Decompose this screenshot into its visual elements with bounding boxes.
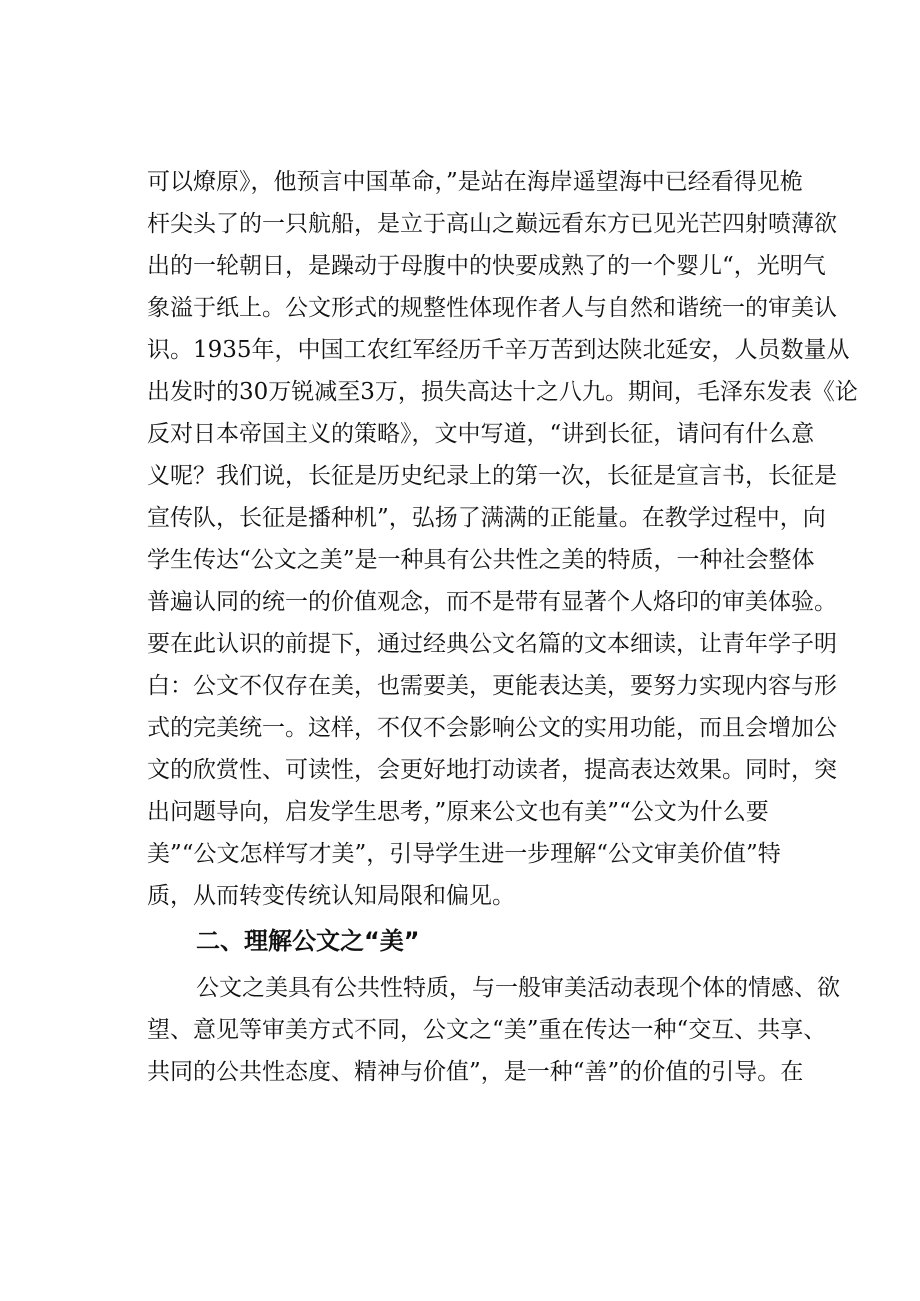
paragraph-line: 要在此认识的前提下，通过经典公文名篇的文本细读，让青年学子明	[147, 631, 837, 657]
paragraph-line: 共同的公共性态度、精神与价值”，是一种“善”的价值的引导。在	[147, 1059, 804, 1085]
section-heading: 二、理解公文之“美”	[196, 927, 420, 955]
paragraph-line: 学生传达“公文之美”是一种具有公共性之美的特质，一种社会整体	[147, 547, 815, 573]
paragraph-line: 望、意见等审美方式不同，公文之“美”重在传达一种“交互、共享、	[147, 1017, 827, 1043]
paragraph-line: 象溢于纸上。公文形式的规整性体现作者人与自然和谐统一的审美认	[147, 295, 837, 321]
paragraph-line: 反对日本帝国主义的策略》，文中写道，“讲到长征，请问有什么意	[147, 421, 815, 447]
paragraph-line: 普遍认同的统一的价值观念，而不是带有显著个人烙印的审美体验。	[147, 589, 837, 615]
paragraph-line: 杆尖头了的一只航船，是立于高山之巅远看东方已见光芒四射喷薄欲	[147, 211, 837, 237]
paragraph-line: 义呢？我们说，长征是历史纪录上的第一次，长征是宣言书，长征是	[147, 463, 837, 489]
paragraph-line: 公文之美具有公共性特质，与一般审美活动表现个体的情感、欲	[196, 975, 840, 1001]
paragraph-line: 文的欣赏性、可读性，会更好地打动读者，提高表达效果。同时，突	[147, 757, 837, 783]
paragraph-line: 出问题导向，启发学生思考，”原来公文也有美”“公文为什么要	[147, 799, 769, 825]
paragraph-line: 可以燎原》，他预言中国革命，”是站在海岸遥望海中已经看得见桅	[147, 169, 803, 195]
paragraph-line: 识。1935年，中国工农红军经历千辛万苦到达陕北延安，人员数量从	[147, 337, 850, 363]
paragraph-line: 宣传队，长征是播种机”，弘扬了满满的正能量。在教学过程中，向	[147, 505, 826, 531]
paragraph-line: 出的一轮朝日，是躁动于母腹中的快要成熟了的一个婴儿“，光明气	[147, 253, 826, 279]
paragraph-line: 白：公文不仅存在美，也需要美，更能表达美，要努力实现内容与形	[147, 673, 837, 699]
paragraph-line: 美”“公文怎样写才美”，引导学生进一步理解“公文审美价值”特	[147, 841, 781, 867]
paragraph-line: 出发时的30万锐减至3万，损失高达十之八九。期间，毛泽东发表《论	[147, 379, 858, 405]
paragraph-line: 质，从而转变传统认知局限和偏见。	[147, 883, 515, 909]
paragraph-line: 式的完美统一。这样，不仅不会影响公文的实用功能，而且会增加公	[147, 715, 837, 741]
